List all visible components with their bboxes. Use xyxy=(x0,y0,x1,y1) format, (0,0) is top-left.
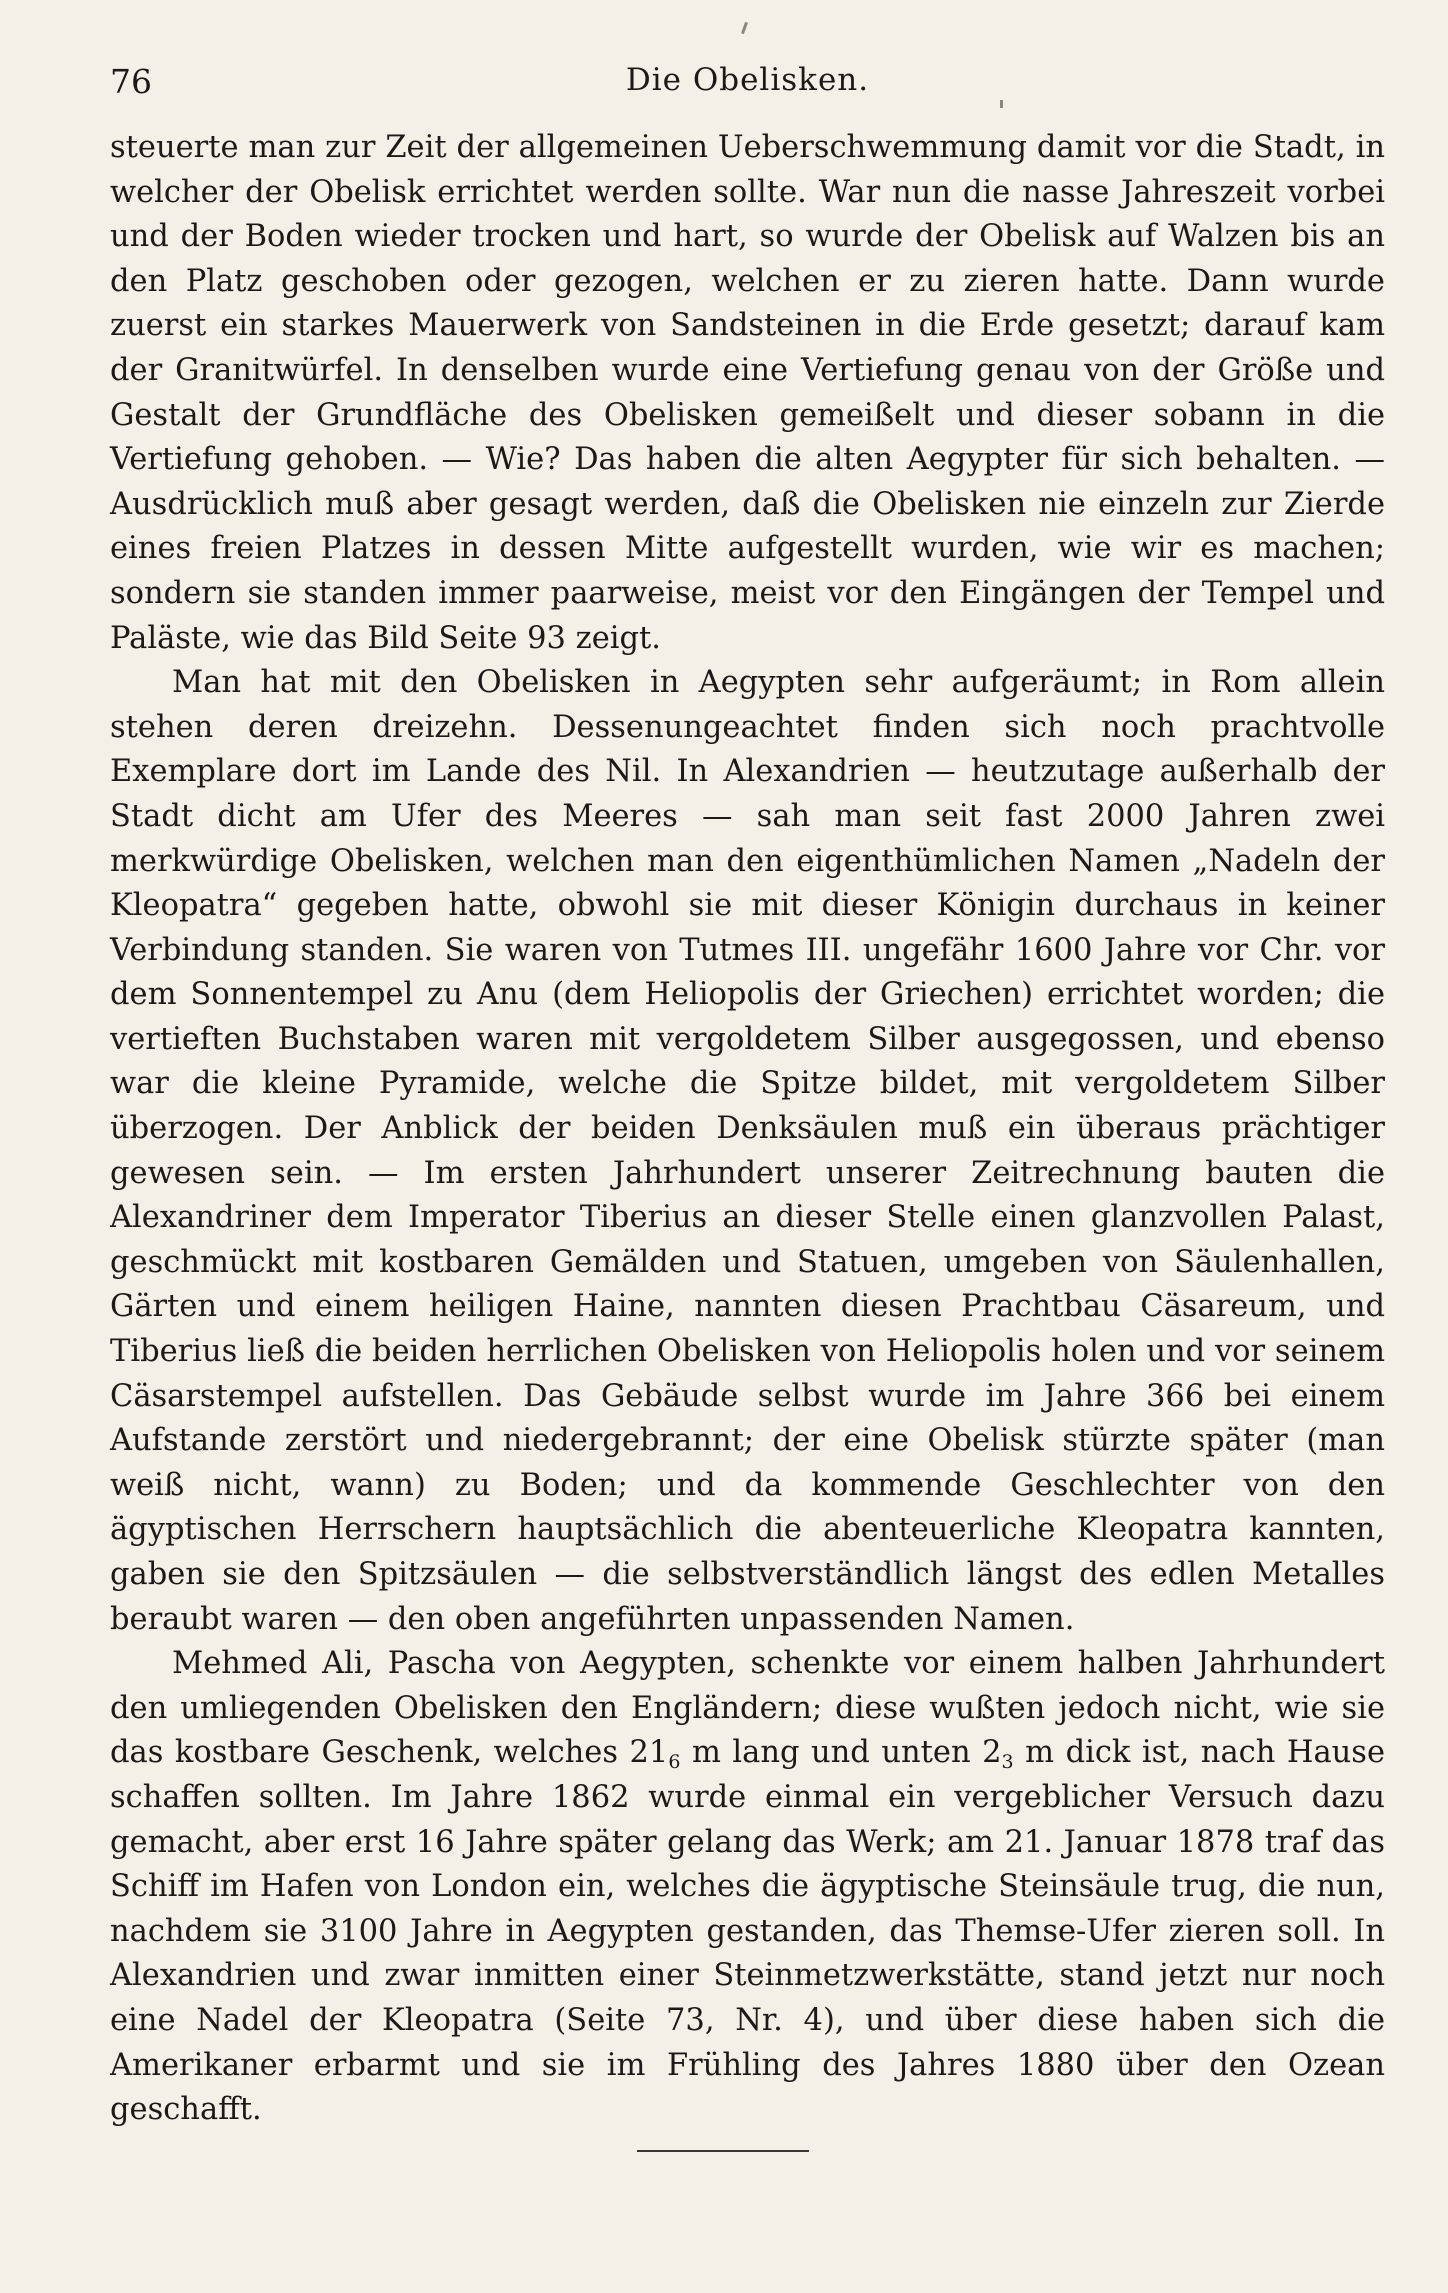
decimal-subscript: 6 xyxy=(668,1751,681,1774)
paragraph-2 xyxy=(110,661,1385,1642)
decimal-subscript: 3 xyxy=(1001,1751,1014,1774)
body-text xyxy=(110,126,1385,2133)
page-header xyxy=(110,62,1385,112)
text-segment: Man hat mit den Obelisken in Aegypten sehr aufgeräumt; in Rom allein stehen deren dreizehn. Dessenungeachtet finden sich noch prachtvolle Exemplare dort im Lande des Nil. In Alexandrien — heutzutage außerhalb der Stadt dicht am Ufer des Meeres — sah man seit fast 2000 Jahren zwei merkwürdige Obelisken, welchen man den eigenthümlichen Namen „Nadeln der Kleopatra“ gegeben hatte, obwohl sie mit dieser Königin durchaus in keiner Verbindung standen. Sie waren von Tutmes III. ungefähr 1600 Jahre vor Chr. vor dem Sonnentempel zu Anu (dem Heliopolis der Griechen) errichtet worden; die vertieften Buchstaben waren mit vergoldetem Silber ausgegossen, und ebenso war die kleine Pyramide, welche die Spitze bildet, mit vergoldetem Silber überzogen. Der Anblick der beiden Denksäulen muß ein überaus prächtiger gewesen sein. — Im ersten Jahrhundert unserer Zeitrechnung bauten die Alexandriner dem Imperator Tiberius an dieser Stelle einen glanzvollen Palast, geschmückt mit kostbaren Gemälden und Statuen, umgeben von Säulenhallen, Gärten und einem heiligen Haine, nannten diesen Prachtbau Cäsareum, und Tiberius ließ die beiden herrlichen Obelisken von Heliopolis holen und vor seinem Cäsarstempel aufstellen. Das Gebäude selbst wurde im Jahre 366 bei einem Aufstande zerstört und niedergebrannt; der eine Obelisk stürzte später (man weiß nicht, wann) zu Boden; und da kommende Geschlechter von den ägyptischen Herrschern hauptsächlich die abenteuerliche Kleopatra kannten, gaben sie den Spitzsäulen — die selbstverständlich längst des edlen Metalles beraubt waren — den oben angeführten unpassenden Namen. xyxy=(110,665,1385,1637)
print-speck xyxy=(1000,100,1003,108)
text-segment: m dick ist, nach Hause schaffen sollten. Im Jahre 1862 wurde einmal ein vergeblicher Versuch dazu gemacht, aber erst 16 Jahre später gelang das Werk; am 21. Januar 1878 traf das Schiff im Hafen von London ein, welches die ägyptische Steinsäule trug, die nun, nachdem sie 3100 Jahre in Aegypten gestanden, das Themse-Ufer zieren soll. In Alexandrien und zwar inmitten einer Steinmetzwerkstätte, stand jetzt nur noch eine Nadel der Kleopatra (Seite 73, Nr. 4), und über diese haben sich die Amerikaner erbarmt und sie im Frühling des Jahres 1880 über den Ozean geschafft. xyxy=(110,1735,1385,2128)
text-segment: Mehmed Ali, Pascha von Aegypten, schenkte vor einem halben Jahrhundert den umliegenden Obelisken den Engländern; diese wußten jedoch nicht, wie sie das kostbare Geschenk, welches 21 xyxy=(110,1646,1385,1771)
text-segment: steuerte man zur Zeit der allgemeinen Ueberschwemmung damit vor die Stadt, in welcher der Obelisk errichtet werden sollte. War nun die nasse Jahreszeit vorbei und der Boden wieder trocken und hart, so wurde der Obelisk auf Walzen bis an den Platz geschoben oder gezogen, welchen er zu zieren hatte. Dann wurde zuerst ein starkes Mauerwerk von Sandsteinen in die Erde gesetzt; darauf kam der Granitwürfel. In denselben wurde eine Vertiefung genau von der Größe und Gestalt der Grundfläche des Obelisken gemeißelt und dieser sobann in die Vertiefung gehoben. — Wie? Das haben die alten Aegypter für sich behalten. — Ausdrücklich muß aber gesagt werden, daß die Obelisken nie einzeln zur Zierde eines freien Platzes in dessen Mitte aufgestellt wurden, wie wir es machen; sondern sie standen immer paarweise, meist vor den Eingängen der Tempel und Paläste, wie das Bild Seite 93 zeigt. xyxy=(110,130,1385,656)
paragraph-1 xyxy=(110,126,1385,661)
print-speck xyxy=(741,22,748,34)
paragraph-3 xyxy=(110,1642,1385,2133)
page-number: 76 xyxy=(110,62,152,101)
end-rule xyxy=(637,2150,809,2152)
text-segment: m lang und unten 2 xyxy=(680,1735,1002,1771)
running-title: Die Obelisken. xyxy=(625,62,870,98)
